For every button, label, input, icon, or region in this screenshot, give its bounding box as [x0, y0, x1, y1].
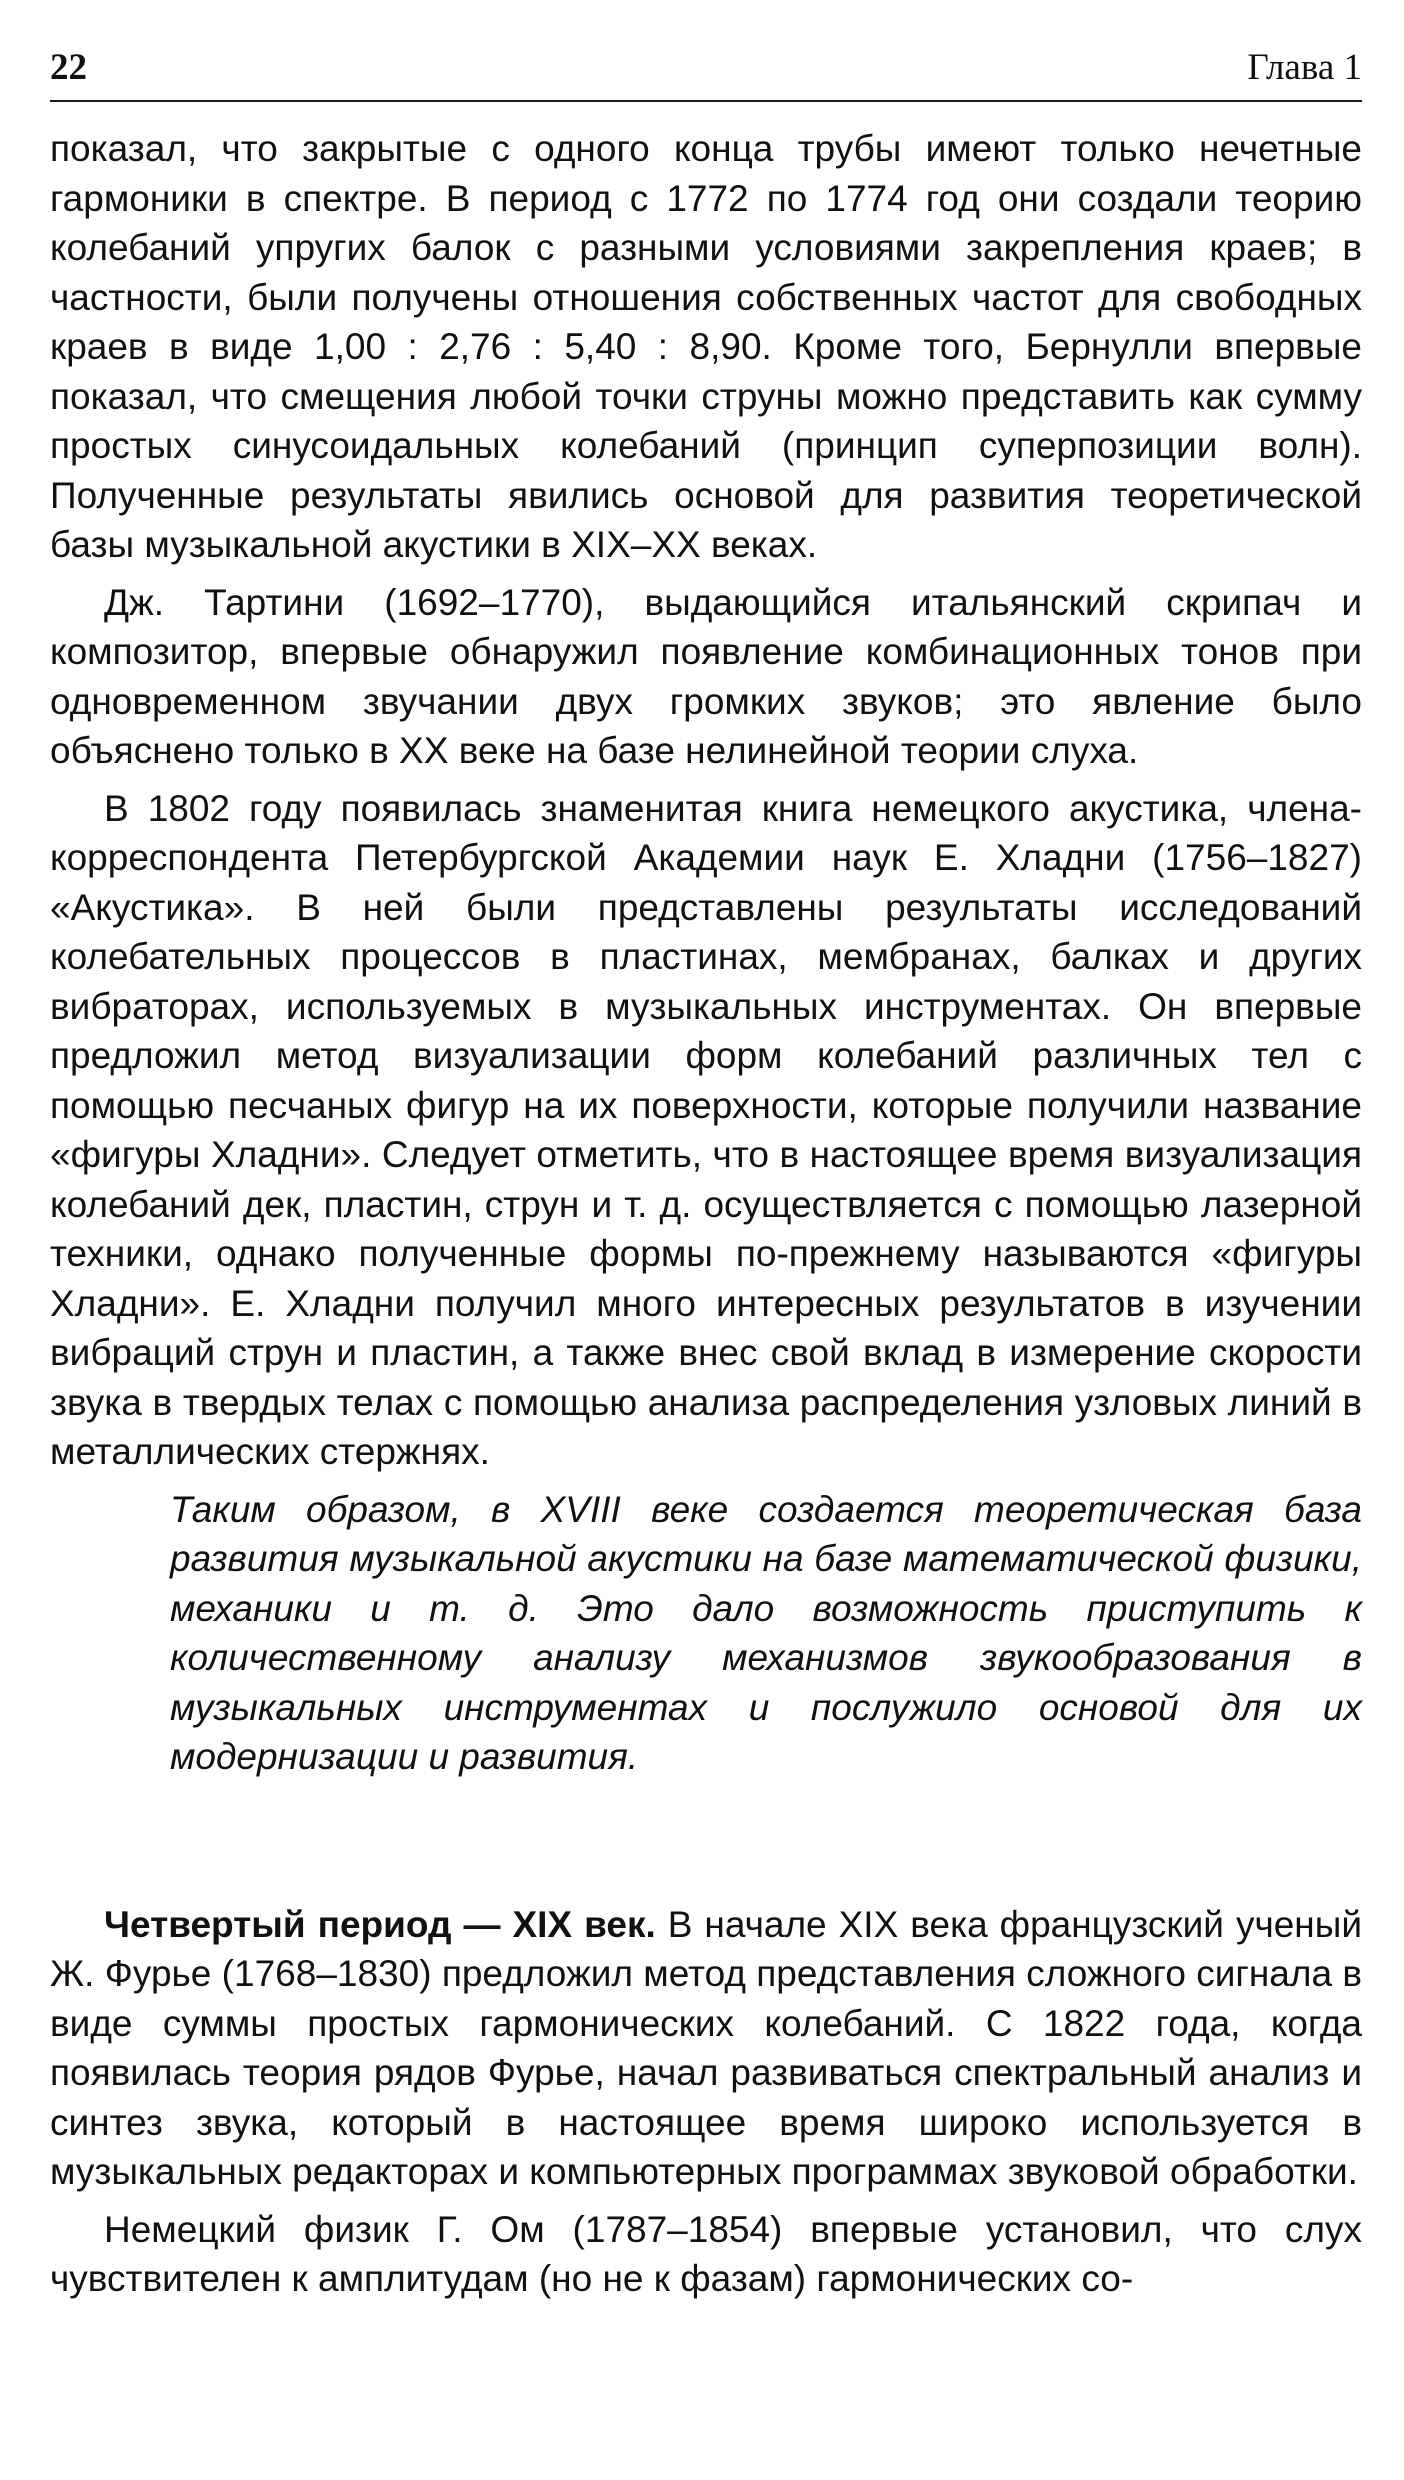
paragraph-bernoulli-continuation: показал, что закрытые с одного конца трубы имеют только нечетные гармоники в спектре. В период с 1772 по 1774 год они создали теорию колебаний упругих балок с разными условиями закрепления краев; в частности, были получены отношения собственных частот для свободных краев в виде 1,00 : 2,76 : 5,40 : 8,90. Кроме того, Бернулли впервые показал, что смещения любой точки струны можно представить как сумму простых синусоидальных колебаний (принцип суперпозиции волн). Полученные результаты явились основой для развития теоретической базы музыкальной акустики в XIX–XX веках. [50, 128, 1362, 565]
chapter-title: Глава 1 [1247, 47, 1362, 88]
paragraph-tartini: Дж. Тартини (1692–1770), выдающийся итальянский скрипач и композитор, впервые обнаружил появление комбинационных тонов при одновременном звучании двух громких звуков; это явление было объяснено только в XX веке на базе нелинейной теории слуха. [50, 581, 1362, 771]
book-page [50, 30, 1362, 2312]
section-heading-fourth-period: Четвертый период — XIX век. [104, 1903, 656, 1945]
paragraph-fourth-period [50, 1900, 1362, 2197]
paragraph-chladni: В 1802 году появилась знаменитая книга немецкого акустика, члена-корреспондента Петербургской Академии наук Е. Хладни (1756–1827) «Акустика». В ней были представлены результаты исследований колебательных процессов в пластинах, мембранах, балках и других вибраторах, используемых в музыкальных инструментах. Он впервые предложил метод визуализации форм колебаний различных тел с помощью песчаных фигур на их поверхности, которые получили название «фигуры Хладни». Следует отметить, что в настоящее время визуализация колебаний дек, пластин, струн и т. д. осуществляется с помощью лазерной техники, однако полученные формы по-прежнему называются «фигуры Хладни». Е. Хладни получил много интересных результатов в изучении вибраций струн и пластин, а также внес свой вклад в измерение скорости звука в твердых телах с помощью анализа распределения узловых линий в металлических стержнях. [50, 787, 1362, 1472]
section-gap [50, 1782, 1362, 1900]
running-head [50, 30, 1362, 102]
italic-summary: Таким образом, в XVIII веке создается теоретическая база развития музыкальной акустики на базе математической физики, механики и т. д. Это дало возможность приступить к количественному анализу механизмов звукообразования в музыкальных инструментах и послужило основой для их модернизации и развития. [170, 1488, 1362, 1777]
paragraph-fourier-text: В начале XIX века французский ученый Ж. Фурье (1768–1830) предложил метод представления сложного сигнала в виде суммы простых гармонических колебаний. С 1822 года, когда появилась теория рядов Фурье, начал развиваться спектральный анализ и синтез звука, который в настоящее время широко используется в музыкальных редакторах и компьютерных программах звуковой обработки. [50, 1903, 1362, 2192]
page-number: 22 [50, 47, 87, 88]
body-text [50, 124, 1362, 2304]
paragraph-ohm: Немецкий физик Г. Ом (1787–1854) впервые установил, что слух чувствителен к амплитудам (но не к фазам) гармонических со- [50, 2208, 1362, 2299]
